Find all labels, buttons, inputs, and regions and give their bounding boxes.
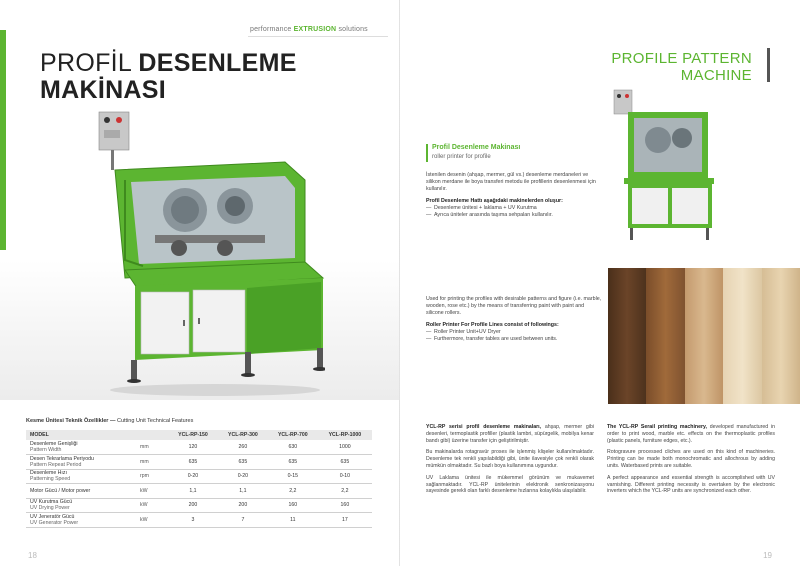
col-rp150: YCL-RP-150 xyxy=(168,430,218,440)
col-en-paragraph: A perfect appearance and essential strength is accomplished with UV varnishing. Different printing necessity is overtaken by the electronic inverters which the YCL-RP units are synchronized each other. xyxy=(607,474,775,495)
cell: 635 xyxy=(318,455,372,470)
table-title-rest: Cutting Unit Technical Features xyxy=(117,418,194,424)
accent-bar xyxy=(0,30,6,250)
page-title xyxy=(40,50,297,104)
col-rp300: YCL-RP-300 xyxy=(218,430,268,440)
tr-list-item: — Desenleme ünitesi + laklama + UV Kurutma xyxy=(426,205,598,212)
table-header-row xyxy=(26,430,372,440)
cell: 2,2 xyxy=(318,484,372,499)
col-rp1000: YCL-RP-1000 xyxy=(318,430,372,440)
table-row xyxy=(26,440,372,455)
title-en-line2: MACHINE xyxy=(680,67,752,84)
row-unit: kW xyxy=(138,513,168,528)
cell: 0-20 xyxy=(218,469,268,484)
row-label: Desenleme Genişliği Pattern Width xyxy=(26,440,138,455)
wood-plank xyxy=(762,268,800,404)
table-title xyxy=(26,418,193,424)
title-en-line1: PROFILE PATTERN xyxy=(611,50,752,67)
cell: 1,1 xyxy=(168,484,218,499)
tr-description xyxy=(426,172,598,219)
cell: 1,1 xyxy=(218,484,268,499)
col-model: MODEL xyxy=(26,430,138,440)
col-rp700: YCL-RP-700 xyxy=(268,430,318,440)
title-word-1: PROFİL xyxy=(40,49,132,77)
sub-subtitle: roller printer for profile xyxy=(432,154,491,160)
cell: 200 xyxy=(168,498,218,513)
cell: 200 xyxy=(218,498,268,513)
wood-plank xyxy=(685,268,723,404)
wood-plank xyxy=(723,268,761,404)
cell: 160 xyxy=(268,498,318,513)
wood-samples-image xyxy=(608,268,800,404)
cell: 630 xyxy=(268,440,318,455)
en-list-item: — Furthermore, transfer tables are used between units. xyxy=(426,336,602,343)
sub-accent-bar xyxy=(426,144,428,162)
page-number-left: 18 xyxy=(28,551,37,560)
row-label: Motor Gücü / Motor power xyxy=(26,484,138,499)
table-row xyxy=(26,513,372,528)
en-list-item: — Roller Printer Unit+UV Dryer xyxy=(426,329,602,336)
row-unit: mm xyxy=(138,440,168,455)
table-title-bold: Kesme Ünitesi Teknik Özellikler — xyxy=(26,418,117,424)
page-title-en xyxy=(611,50,752,84)
cell: 0-20 xyxy=(168,469,218,484)
series-rule xyxy=(248,36,388,37)
row-unit: kW xyxy=(138,484,168,499)
en-list-title: Roller Printer For Profile Lines consist of followings: xyxy=(426,322,559,328)
row-unit: mm xyxy=(138,455,168,470)
series-suffix: solutions xyxy=(338,26,368,33)
cell: 0-15 xyxy=(268,469,318,484)
row-label: Desenleme Hızı Patterning Speed xyxy=(26,469,138,484)
tr-paragraph: İstenilen desenin (ahşap, mermer, gül vs.) desenleme merdaneleri ve silikon merdane ile boya transferi metodu ile profillerin desenlenmesi için kullanılır. xyxy=(426,172,596,192)
series-bold: EXTRUSION xyxy=(293,26,337,33)
cell: 2,2 xyxy=(268,484,318,499)
table-row xyxy=(26,484,372,499)
col-tr-paragraph: UV Laklama ünitesi ile mükemmel görünüm ve mukavemet sağlanmaktadır. YCL-RP ünitelerinin elektronik senkronizasyonu sayesinde gerekli olan farklı desenleme hızlarına kolaylıkla ulaşılabilir. xyxy=(426,474,594,495)
cell: 0-10 xyxy=(318,469,372,484)
wood-plank xyxy=(608,268,646,404)
column-tr xyxy=(426,424,594,500)
row-label: UV Jeneratör Gücü UV Generator Power xyxy=(26,513,138,528)
row-unit: rpm xyxy=(138,469,168,484)
col-unit xyxy=(138,430,168,440)
tr-list-title: Profil Desenleme Hattı aşağıdaki makinelerden oluşur: xyxy=(426,198,563,204)
row-label: UV Kurutma Gücü UV Drying Power xyxy=(26,498,138,513)
right-page xyxy=(400,0,800,566)
cell: 11 xyxy=(268,513,318,528)
cell: 635 xyxy=(268,455,318,470)
table-row xyxy=(26,455,372,470)
wood-plank xyxy=(646,268,684,404)
page-number-right: 19 xyxy=(763,551,772,560)
cell: 7 xyxy=(218,513,268,528)
col-en-paragraph: The YCL-RP Serail printing machinery, developed manufactured in order to print wood, marble etc. effects on the thermoplastic profiles (plastic panels, furniture edges, etc.). xyxy=(607,424,775,444)
table-row xyxy=(26,469,372,484)
row-label: Desen Tekrarlama Periyodu Pattern Repeat Period xyxy=(26,455,138,470)
machine-illustration xyxy=(95,110,325,400)
row-unit: kW xyxy=(138,498,168,513)
column-en xyxy=(607,424,775,500)
table-row xyxy=(26,498,372,513)
cell: 635 xyxy=(218,455,268,470)
series-line xyxy=(250,26,368,33)
series-prefix: performance xyxy=(250,26,292,33)
en-description xyxy=(426,296,602,343)
tr-list-item: — Ayrıca üniteler arasında taşıma sehpaları kullanılır. xyxy=(426,212,598,219)
col-en-paragraph: Rotogravure processed cliches are used on this kind of machineries. Printing can be made both monochromatic and allochrous by adding units. Waterbased prints are suitable. xyxy=(607,449,775,469)
title-accent-bar xyxy=(767,48,770,82)
col-tr-paragraph: YCL-RP serisi profil desenleme makinaları, ahşap, mermer gibi desenleri, termoplastik profiller (plastik lambri, süpürgelik, mobilya kenar bandı gibi) üzerine transfer için geliştirilmiştir. xyxy=(426,424,594,444)
cell: 635 xyxy=(168,455,218,470)
cell: 160 xyxy=(318,498,372,513)
cell: 120 xyxy=(168,440,218,455)
machine-photo-small xyxy=(608,88,728,248)
title-word-3: MAKİNASI xyxy=(40,76,167,104)
cell: 17 xyxy=(318,513,372,528)
cell: 1000 xyxy=(318,440,372,455)
col-tr-paragraph: Bu makinalarda rotagravür proses ile işlenmiş klişeler kullanılmaktadır. Desenleme tek renkli yapılabildiği gibi, ünite ilavesiyle çok renkli olarak mümkün olmaktadır. Su bazlı boya kullanımına uygundur. xyxy=(426,449,594,469)
spec-table xyxy=(26,430,372,528)
cell: 3 xyxy=(168,513,218,528)
title-word-2: DESENLEME xyxy=(138,49,297,77)
cell: 260 xyxy=(218,440,268,455)
sub-title: Profil Desenleme Makinası xyxy=(432,144,521,151)
en-paragraph: Used for printing the profiles with desirable patterns and figure (i.e. marble, wooden, rose etc.) by the means of transferring paint with paint and silicone rollers. xyxy=(426,296,602,316)
